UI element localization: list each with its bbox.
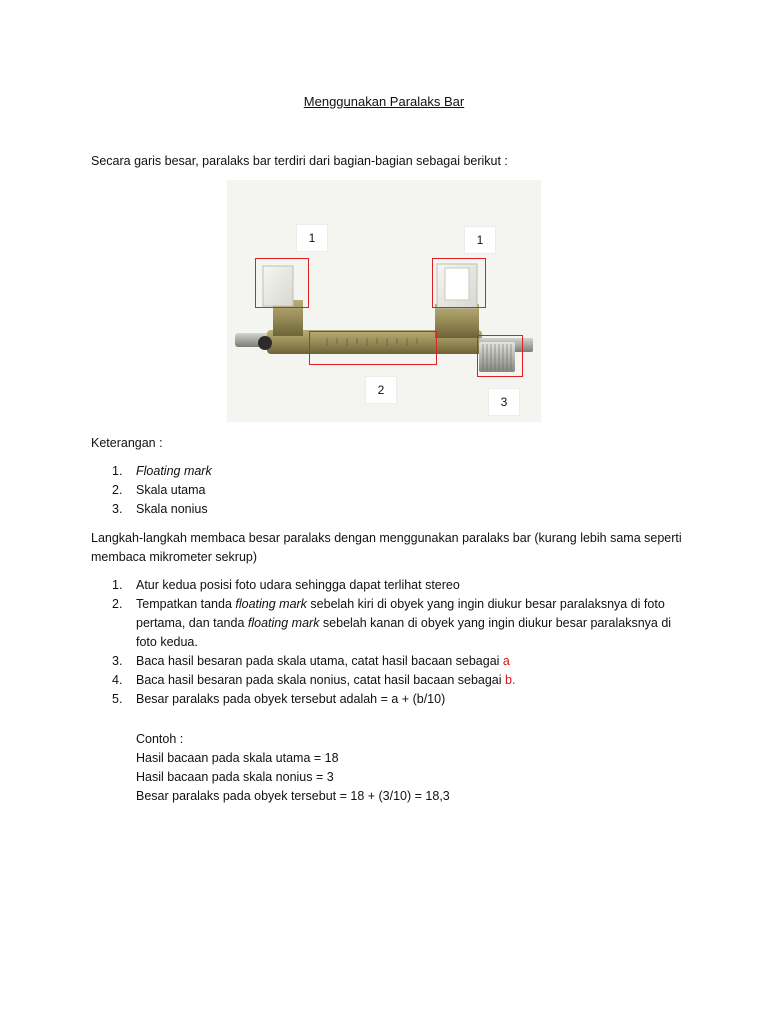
step-2-line-1 [136, 595, 691, 614]
text-span: pertama, dan tanda [136, 616, 248, 630]
list-item-text: Skala utama [136, 483, 206, 497]
example-heading: Contoh : [136, 732, 184, 746]
step-2-line-3: foto kedua. [136, 635, 198, 649]
example-line-2: Hasil bacaan pada skala nonius = 3 [136, 770, 334, 784]
keterangan-heading: Keterangan : [91, 436, 163, 450]
list-item-number: 4. [112, 673, 123, 687]
list-item-number: 5. [112, 692, 123, 706]
list-item [91, 595, 691, 652]
text-span: Tempatkan tanda [136, 597, 236, 611]
emphasis-floating-mark: floating mark [235, 597, 307, 611]
text-span: sebelah kiri di obyek yang ingin diukur besar paralaksnya di foto [306, 597, 665, 611]
list-item [91, 500, 691, 519]
highlight-vernier-scale [477, 335, 523, 377]
list-item [91, 671, 691, 690]
example-line-3: Besar paralaks pada obyek tersebut = 18 + (3/10) = 18,3 [136, 789, 450, 803]
highlight-a: a [502, 654, 510, 668]
highlight-b: b. [505, 673, 516, 687]
parts-list [91, 462, 691, 519]
figure-label-1-left: 1 [296, 224, 328, 252]
highlight-floating-mark-right [432, 258, 486, 308]
list-item-text: Floating mark [136, 464, 212, 478]
document-title: Menggunakan Paralaks Bar [303, 94, 465, 109]
step-2-line-2 [136, 614, 691, 633]
steps-intro-line-2: membaca mikrometer sekrup) [91, 550, 258, 564]
intro-paragraph: Secara garis besar, paralaks bar terdiri dari bagian-bagian sebagai berikut : [91, 154, 508, 168]
highlight-floating-mark-left [255, 258, 309, 308]
list-item [91, 690, 691, 709]
list-item-text: Baca hasil besaran pada skala nonius, catat hasil bacaan sebagai [136, 673, 506, 687]
list-item-number: 3. [112, 654, 123, 668]
list-item [91, 576, 691, 595]
steps-intro [91, 529, 691, 567]
list-item-text: Skala nonius [136, 502, 208, 516]
figure-label-1-right: 1 [464, 226, 496, 254]
list-item-number: 1. [112, 578, 123, 592]
highlight-main-scale [309, 331, 437, 365]
emphasis-floating-mark: floating mark [247, 616, 320, 630]
example-line-1: Hasil bacaan pada skala utama = 18 [136, 751, 339, 765]
list-item-text: Atur kedua posisi foto udara sehingga dapat terlihat stereo [136, 578, 460, 592]
steps-intro-line-1: Langkah-langkah membaca besar paralaks dengan menggunakan paralaks bar (kurang lebih sama seperti [91, 531, 682, 545]
list-item-text: Besar paralaks pada obyek tersebut adalah = a + (b/10) [136, 692, 446, 706]
list-item [91, 652, 691, 671]
list-item [91, 481, 691, 500]
list-item-number: 1. [112, 464, 123, 478]
figure-label-3: 3 [488, 388, 520, 416]
list-item-number: 2. [112, 483, 123, 497]
list-item-number: 2. [112, 597, 123, 611]
figure-label-2: 2 [365, 376, 397, 404]
list-item-text: Baca hasil besaran pada skala utama, catat hasil bacaan sebagai [136, 654, 503, 668]
steps-list [91, 576, 691, 709]
text-span: sebelah kanan di obyek yang ingin diukur besar paralaksnya di [319, 616, 672, 630]
list-item [91, 462, 691, 481]
example-block [136, 730, 736, 806]
parallax-bar-figure [227, 180, 541, 422]
list-item-number: 3. [112, 502, 123, 516]
